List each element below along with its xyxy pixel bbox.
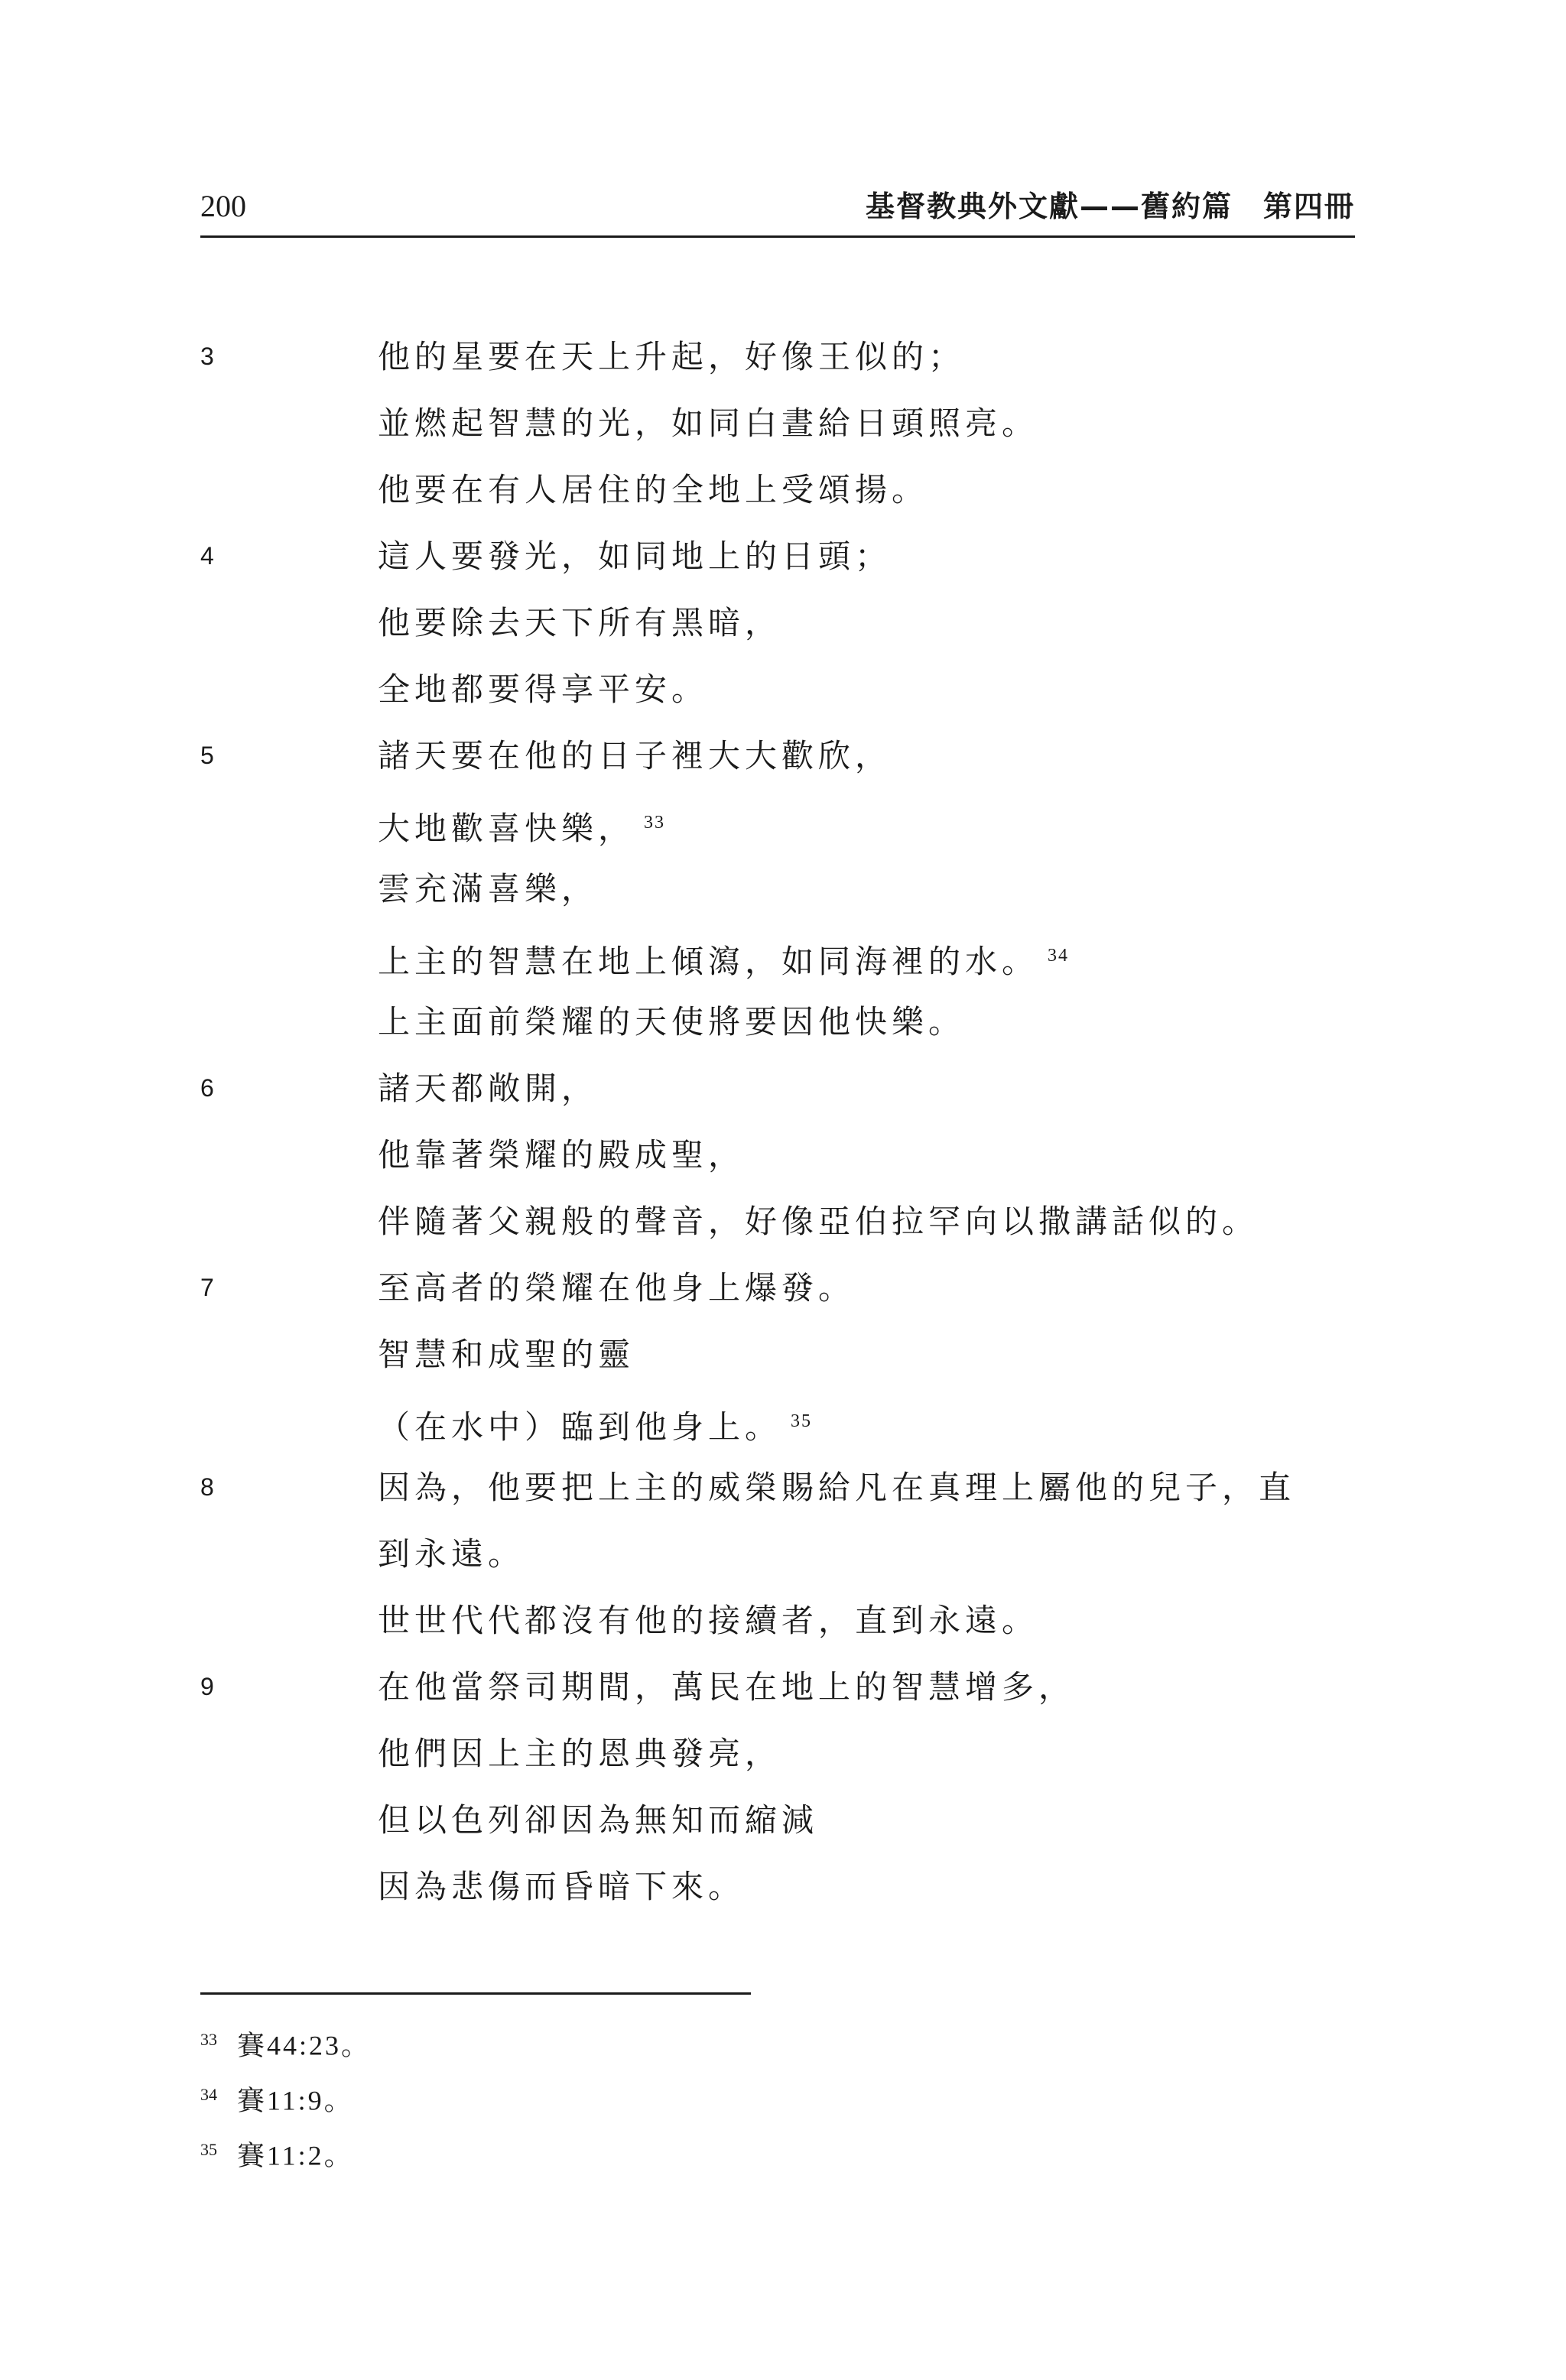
verse-text-content: 到永遠。 <box>378 1535 525 1573</box>
verse-text <box>378 737 1364 775</box>
verse-text <box>378 537 1364 576</box>
text-line <box>0 1851 1566 1917</box>
text-line <box>0 1718 1566 1784</box>
text-line <box>0 1518 1566 1585</box>
text-line <box>0 1385 1566 1452</box>
verse-text <box>378 1801 1364 1839</box>
header-rule <box>200 235 1355 238</box>
verse-text-content: 智慧和成聖的靈 <box>378 1336 635 1373</box>
text-line <box>0 1452 1566 1518</box>
verse-text <box>378 1136 1364 1174</box>
running-head-title: 基督教典外文獻——舊約篇 第四冊 <box>865 190 1355 223</box>
verse-text-content: 上主的智慧在地上傾瀉，如同海裡的水。 <box>378 943 1039 980</box>
verse-number: 3 <box>200 343 214 370</box>
verse-text <box>378 1070 1364 1108</box>
verse-number: 7 <box>200 1274 214 1301</box>
verse-text-content: 他的星要在天上升起，好像王似的； <box>378 338 966 375</box>
footnote-rule <box>200 1992 751 1995</box>
text-line <box>0 1651 1566 1718</box>
verse-text <box>378 1735 1364 1773</box>
verse-number: 4 <box>200 542 214 570</box>
verse-text <box>378 404 1364 443</box>
verse-text <box>378 670 1364 709</box>
footnote <box>200 2024 371 2080</box>
verse-text <box>378 1469 1364 1507</box>
footnote <box>200 2135 371 2190</box>
text-line <box>0 1585 1566 1651</box>
verse-text <box>378 1535 1364 1573</box>
verse-text-content: 但以色列卻因為無知而縮減 <box>378 1801 819 1839</box>
verse-text <box>378 471 1364 509</box>
verse-text <box>378 338 1364 376</box>
text-line <box>0 1784 1566 1851</box>
text-line <box>0 720 1566 787</box>
text-line <box>0 1053 1566 1119</box>
text-line <box>0 321 1566 388</box>
verse-text-content: 他靠著榮耀的殿成聖， <box>378 1136 746 1174</box>
verse-text-content: 他要除去天下所有黑暗， <box>378 604 782 641</box>
footnote-number: 34 <box>200 2085 217 2104</box>
verse-text-content: 他們因上主的恩典發亮， <box>378 1735 782 1772</box>
footnote-reference: 34 <box>1048 946 1070 966</box>
footnote-text: 賽44:23。 <box>237 2030 372 2061</box>
verse-text-content: 雲充滿喜樂， <box>378 870 599 908</box>
text-line <box>0 521 1566 587</box>
verse-text-content: 全地都要得享平安。 <box>378 670 709 708</box>
footnotes <box>200 2024 371 2190</box>
verse-text <box>378 604 1364 642</box>
verse-number: 9 <box>200 1673 214 1700</box>
verse-text-content: 在他當祭司期間，萬民在地上的智慧增多， <box>378 1668 1076 1706</box>
verse-text <box>378 1402 1364 1447</box>
text-line <box>0 1119 1566 1186</box>
verse-text-content: 上主面前榮耀的天使將要因他快樂。 <box>378 1003 966 1041</box>
verse-text <box>378 1203 1364 1241</box>
footnote-text: 賽11:9。 <box>237 2085 354 2116</box>
verse-text-content: 他要在有人居住的全地上受頌揚。 <box>378 471 929 508</box>
verse-text <box>378 1003 1364 1041</box>
text-line <box>0 1319 1566 1385</box>
verse-text-content: 並燃起智慧的光，如同白晝給日頭照亮。 <box>378 404 1039 442</box>
text-line <box>0 587 1566 654</box>
text-line <box>0 1252 1566 1319</box>
footnote-number: 35 <box>200 2140 217 2159</box>
verse-text-content: 這人要發光，如同地上的日頭； <box>378 537 892 575</box>
verse-text <box>378 870 1364 908</box>
verse-text <box>378 1336 1364 1374</box>
verse-text-content: 因為，他要把上主的威榮賜給凡在真理上屬他的兒子，直 <box>378 1469 1296 1506</box>
verse-number: 6 <box>200 1074 214 1102</box>
verse-text-content: 因為悲傷而昏暗下來。 <box>378 1868 746 1905</box>
footnote <box>200 2080 371 2135</box>
footnote-number: 33 <box>200 2030 217 2049</box>
verse-text <box>378 1668 1364 1706</box>
text-line <box>0 388 1566 454</box>
text-line <box>0 654 1566 720</box>
verse-text <box>378 1602 1364 1640</box>
verse-text <box>378 1269 1364 1307</box>
verse-number: 8 <box>200 1473 214 1501</box>
verse-text <box>378 937 1364 981</box>
text-line <box>0 787 1566 853</box>
verse-text-content: 諸天要在他的日子裡大大歡欣， <box>378 737 892 774</box>
text-line <box>0 1186 1566 1252</box>
text-line <box>0 853 1566 920</box>
verse-text <box>378 804 1364 848</box>
text-line <box>0 920 1566 986</box>
page-number: 200 <box>200 189 246 223</box>
footnote-reference: 35 <box>791 1411 813 1431</box>
text-line <box>0 454 1566 521</box>
verse-text-content: 伴隨著父親般的聲音，好像亞伯拉罕向以撒講話似的。 <box>378 1203 1259 1240</box>
text-line <box>0 986 1566 1053</box>
verse-text-content: 大地歡喜快樂， <box>378 810 635 847</box>
verse-text <box>378 1868 1364 1906</box>
footnote-text: 賽11:2。 <box>237 2140 354 2171</box>
body-text <box>0 321 1566 1917</box>
footnote-reference: 33 <box>644 813 666 833</box>
verse-text-content: 世世代代都沒有他的接續者，直到永遠。 <box>378 1602 1039 1639</box>
verse-text-content: 諸天都敞開， <box>378 1070 599 1107</box>
verse-text-content: 至高者的榮耀在他身上爆發。 <box>378 1269 856 1307</box>
verse-number: 5 <box>200 742 214 769</box>
verse-text-content: （在水中）臨到他身上。 <box>378 1408 782 1446</box>
